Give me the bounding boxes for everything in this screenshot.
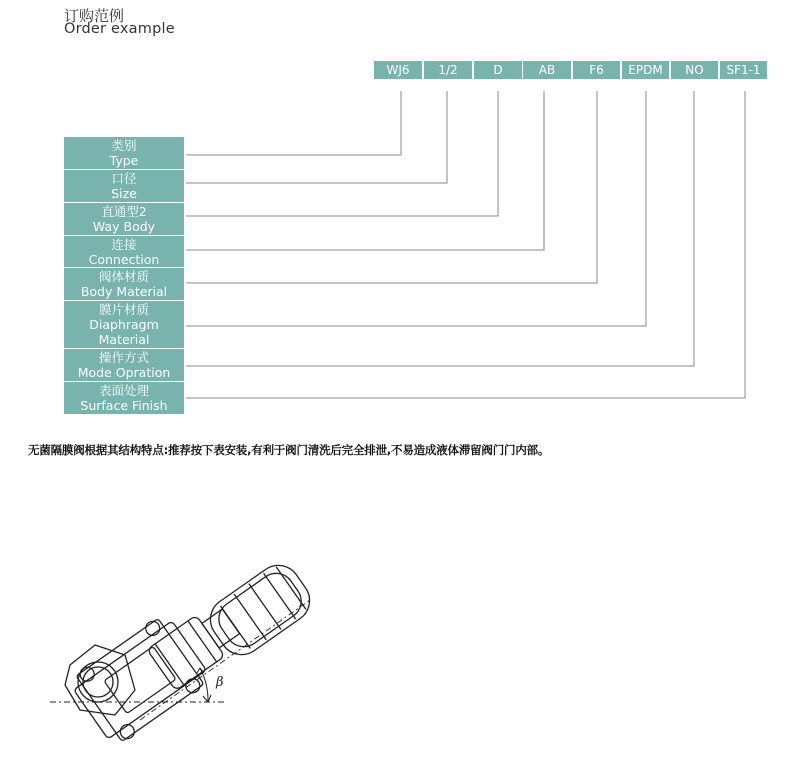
angle-label: β (216, 675, 224, 690)
category-size-en: Size (111, 186, 137, 201)
category-type-en: Type (109, 153, 139, 168)
valve-drawing (40, 540, 340, 780)
code-box-body-material: F6 (573, 61, 620, 79)
category-connection-cn: 连接 (111, 236, 137, 252)
category-size-cn: 口径 (111, 171, 137, 186)
category-body-material-cn: 阀体材质 (98, 269, 149, 284)
installation-note: 无菌隔膜阀根据其结构特点:推荐按下表安装,有利于阀门清洗后完全排泄,不易造成液体滞留阀门门内部。 (28, 443, 550, 457)
connector-type (186, 91, 401, 155)
title-english: Order example (64, 21, 175, 37)
code-box-connection: AB (523, 61, 571, 79)
code-box-surface-finish: SF1-1 (720, 61, 767, 79)
axis-line (140, 600, 310, 720)
category-connection-en: Connection (88, 251, 160, 267)
code-box-size: 1/2 (424, 61, 472, 79)
connector-body-material (186, 91, 597, 283)
code-box-way-body: D (474, 61, 522, 79)
category-diaphragm-material-cn: 膜片材质 (98, 302, 149, 317)
category-body-material-en: Body Material (80, 284, 168, 299)
connector-size (186, 91, 447, 183)
category-way-body-cn: 直通型2 (101, 204, 147, 219)
connector-surface-finish (186, 91, 745, 398)
valve-body (67, 611, 213, 749)
category-way-body-en: Way Body (92, 219, 156, 234)
category-diaphragm-material-en: Diaphragm Material (89, 317, 159, 347)
connector-connection (186, 91, 544, 250)
code-box-diaphragm-material: EPDM (622, 61, 669, 79)
category-surface-finish-en: Surface Finish (80, 398, 168, 413)
angle-arrow-bottom (203, 695, 211, 702)
connector-mode-operation (186, 91, 694, 366)
category-mode-operation-cn: 操作方式 (98, 350, 149, 365)
category-mode-operation-en: Mode Opration (77, 365, 171, 380)
code-box-mode-operation: NO (671, 61, 718, 79)
category-surface-finish-cn: 表面处理 (98, 383, 149, 398)
code-box-type: WJ6 (374, 61, 422, 79)
connector-diaphragm-material (186, 91, 646, 326)
angle-arrow-top (197, 668, 204, 673)
connector-way-body (186, 91, 498, 216)
category-type-cn: 类别 (111, 138, 137, 153)
pipe-end (65, 645, 135, 715)
title-chinese: 订购范例 (64, 7, 125, 25)
